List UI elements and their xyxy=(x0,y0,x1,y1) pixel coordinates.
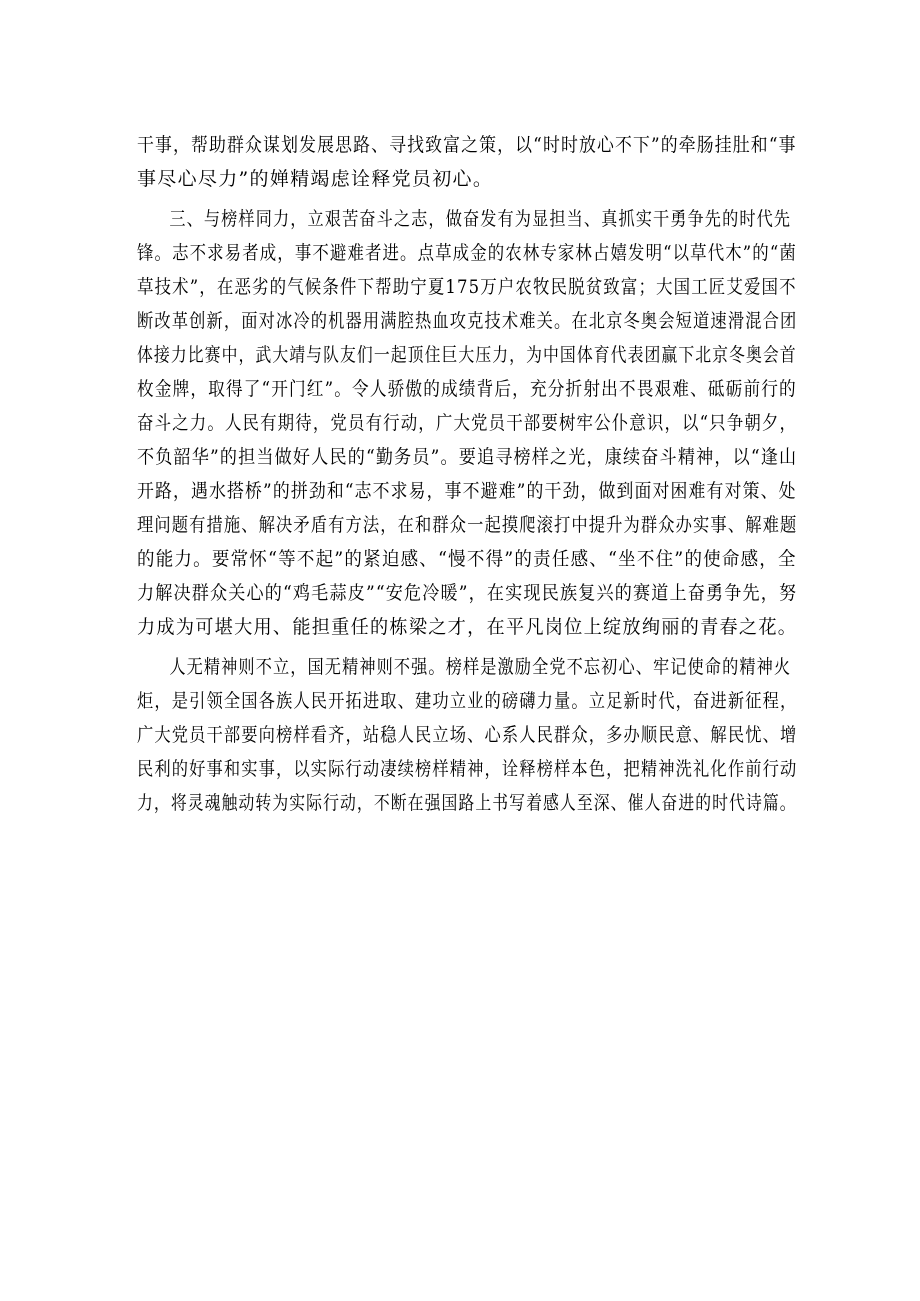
text-line: 力成为可堪大用、能担重任的栋梁之才，在平凡岗位上绽放绚丽的青春之花。 xyxy=(137,616,798,638)
text-line: 三、与榜样同力，立艰苦奋斗之志，做奋发有为显担当、真抓实干勇争先的时代先 xyxy=(169,208,792,230)
text-line: 草技术”，在恶劣的气候条件下帮助宁夏175万户农牧民脱贫致富；大国工匠艾爱国不 xyxy=(137,276,797,298)
text-line: 不负韶华”的担当做好人民的“勤务员”。要追寻榜样之光，康续奋斗精神，以“逢山 xyxy=(137,446,798,468)
paragraph-2 xyxy=(137,202,797,644)
paragraph-3 xyxy=(137,650,797,820)
document-body xyxy=(137,128,797,826)
text-line: 锋。志不求易者成，事不避难者进。点草成金的农林专家林占嬉发明“以草代木”的“菌 xyxy=(137,242,797,264)
text-line: 人无精神则不立，国无精神则不强。榜样是激励全党不忘初心、牢记使命的精神火 xyxy=(169,656,792,678)
text-line: 奋斗之力。人民有期待，党员有行动，广大党员干部要树牢公仆意识，以“只争朝夕， xyxy=(137,412,798,434)
text-line: 断改革创新，面对冰冷的机器用满腔热血攻克技术难关。在北京冬奥会短道速滑混合团 xyxy=(137,310,798,332)
text-line: 枚金牌，取得了“开门红”。令人骄傲的成绩背后，充分折射出不畏艰难、砥砺前行的 xyxy=(137,378,797,400)
paragraph-1 xyxy=(137,128,797,196)
text-line: 开路，遇水搭桥”的拼劲和“志不求易，事不避难”的干劲，做到面对困难有对策、处 xyxy=(137,480,797,502)
text-line: 力解决群众关心的“鸡毛蒜皮”“安危冷暖”，在实现民族复兴的赛道上奋勇争先，努 xyxy=(137,582,798,604)
text-line: 事尽心尽力”的婵精竭虑诠释党员初心。 xyxy=(137,168,494,190)
text-line: 广大党员干部要向榜样看齐，站稳人民立场、心系人民群众，多办顺民意、解民忧、增 xyxy=(137,724,798,746)
text-line: 力，将灵魂触动转为实际行动，不断在强国路上书写着感人至深、催人奋进的时代诗篇。 xyxy=(137,792,797,814)
text-line: 民利的好事和实事，以实际行动凄续榜样精神，诠释榜样本色，把精神洗礼化作前行动 xyxy=(137,758,798,780)
text-line: 体接力比赛中，武大靖与队友们一起顶住巨大压力，为中国体育代表团赢下北京冬奥会首 xyxy=(137,344,797,366)
text-line: 的能力。要常怀“等不起”的紧迫感、“慢不得”的责任感、“坐不住”的使命感，全 xyxy=(137,548,797,570)
text-line: 干事，帮助群众谋划发展思路、寻找致富之策，以“时时放心不下”的牵肠挂肚和“事 xyxy=(137,134,797,156)
text-line: 理问题有措施、解决矛盾有方法，在和群众一起摸爬滚打中提升为群众办实事、解难题 xyxy=(137,514,798,536)
text-line: 炬，是引领全国各族人民开拓进取、建功立业的磅礴力量。立足新时代，奋进新征程， xyxy=(137,690,798,712)
